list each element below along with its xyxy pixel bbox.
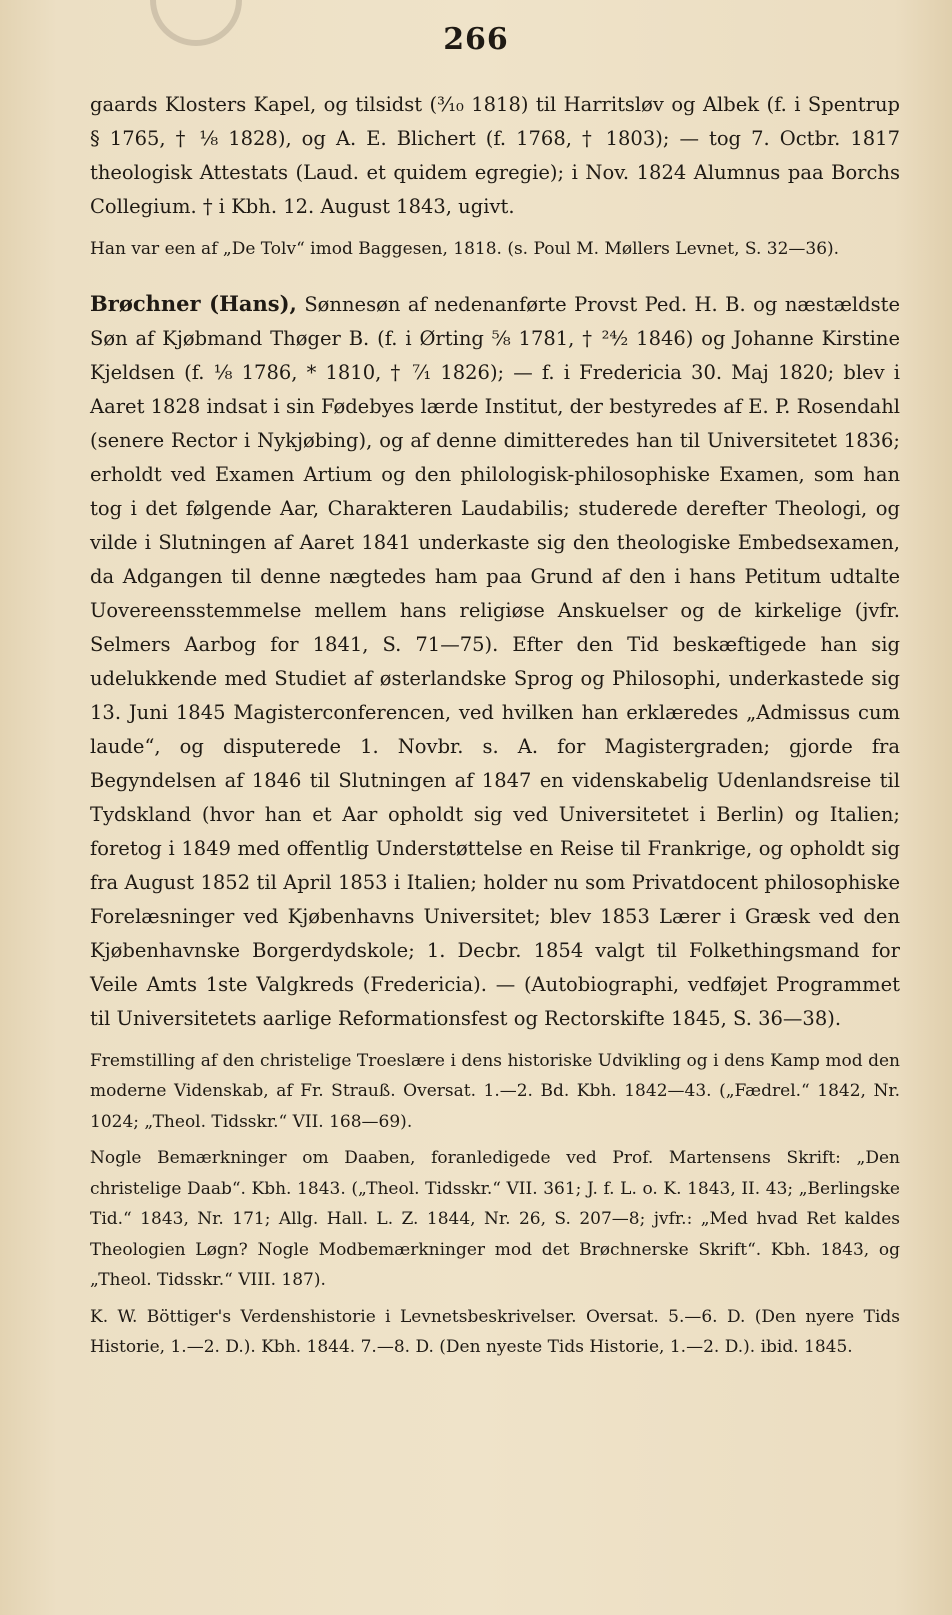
work-3: K. W. Böttiger's Verdenshistorie i Levnetsbeskrivelser. Oversat. 5.—6. D. (Den nyere Tids Historie, 1.—2. D.). Kbh. 1844. 7.—8. D. (Den nyeste Tids Historie, 1.—2. D.). ibid. 1845. <box>90 1306 900 1357</box>
work-2: Nogle Bemærkninger om Daaben, foranledigede ved Prof. Martensens Skrift: „Den christelige Daab“. Kbh. 1843. („Theol. Tidsskr.“ VII. 361; J. f. L. o. K. 1843, II. 43; „Berlingske Tid.“ 1843, Nr. 171; Allg. Hall. L. Z. 1844, Nr. 26, S. 207—8; jvfr.: „Med hvad Ret kaldes Theologien Løgn? Nogle Modbemærkninger mod det Brøchnerske Skrift“. Kbh. 1843, og „Theol. Tidsskr.“ VIII. 187). <box>90 1148 900 1290</box>
entry1-note: Han var een af „De Tolv“ imod Baggesen, 1818. (s. Poul M. Møllers Levnet, S. 32—36). <box>90 239 840 259</box>
entry2-paragraph <box>90 287 900 1036</box>
page-content <box>90 88 900 1363</box>
entry2-heading: Brøchner (Hans), <box>90 290 297 316</box>
work-1: Fremstilling af den christelige Troeslære i dens historiske Udvikling og i dens Kamp mod den moderne Videnskab, af Fr. Strauß. Oversat. 1.—2. Bd. Kbh. 1842—43. („Fædrel.“ 1842, Nr. 1024; „Theol. Tidsskr.“ VII. 168—69). <box>90 1050 900 1132</box>
entry2-body: Sønnesøn af nedenanførte Provst Ped. H. B. og næstældste Søn af Kjøbmand Thøger B. (f. i Ørting ⁵⁄₈ 1781, † ²⁴⁄₂ 1846) og Johanne Kirstine Kjeldsen (f. ¹⁄₈ 1786, * 1810, † ⁷⁄₁ 1826); — f. i Fredericia 30. Maj 1820; blev i Aaret 1828 indsat i sin Fødebyes lærde Institut, der bestyredes af E. P. Rosendahl (senere Rector i Nykjøbing), og af denne dimitteredes han til Universitetet 1836; erholdt ved Examen Artium og den philologisk-philosophiske Examen, som han tog i det følgende Aar, Charakteren Laudabilis; studerede derefter Theologi, og vilde i Slutningen af Aaret 1841 underkaste sig den theologiske Embedsexamen, da Adgangen til denne nægtedes ham paa Grund af den i hans Petitum udtalte Uovereensstemmelse mellem hans religiøse Anskuelser og de kirkelige (jvfr. Selmers Aarbog for 1841, S. 71—75). Efter den Tid beskæftigede han sig udelukkende med Studiet af østerlandske Sprog og Philosophi, underkastede sig 13. Juni 1845 Magisterconferencen, ved hvilken han erklæredes „Admissus cum laude“, og disputerede 1. Novbr. s. A. for Magistergraden; gjorde fra Begyndelsen af 1846 til Slutningen af 1847 en videnskabelig Udenlandsreise til Tydskland (hvor han et Aar opholdt sig ved Universitetet i Berlin) og Italien; foretog i 1849 med offentlig Understøttelse en Reise til Frankrige, og opholdt sig fra August 1852 til April 1853 i Italien; holder nu som Privatdocent philosophiske Forelæsninger ved Kjøbenhavns Universitet; blev 1853 Lærer i Græsk ved den Kjøbenhavnske Borgerdydskole; 1. Decbr. 1854 valgt til Folkethingsmand for Veile Amts 1ste Valgkreds (Fredericia). — (Autobiographi, vedføjet Programmet til Universitetets aarlige Reformationsfest og Rectorskifte 1845, S. 36—38). <box>90 292 901 1030</box>
page-number: 266 <box>443 22 509 57</box>
entry1-main-text: gaards Klosters Kapel, og tilsidst (³⁄₁₀ 1818) til Harritsløv og Albek (f. i Spentrup § 1765, † ¹⁄₈ 1828), og A. E. Blichert (f. 1768, † 1803); — tog 7. Octbr. 1817 theologisk Attestats (Laud. et quidem egregie); i Nov. 1824 Alumnus paa Borchs Collegium. † i Kbh. 12. August 1843, ugivt. <box>90 93 900 218</box>
